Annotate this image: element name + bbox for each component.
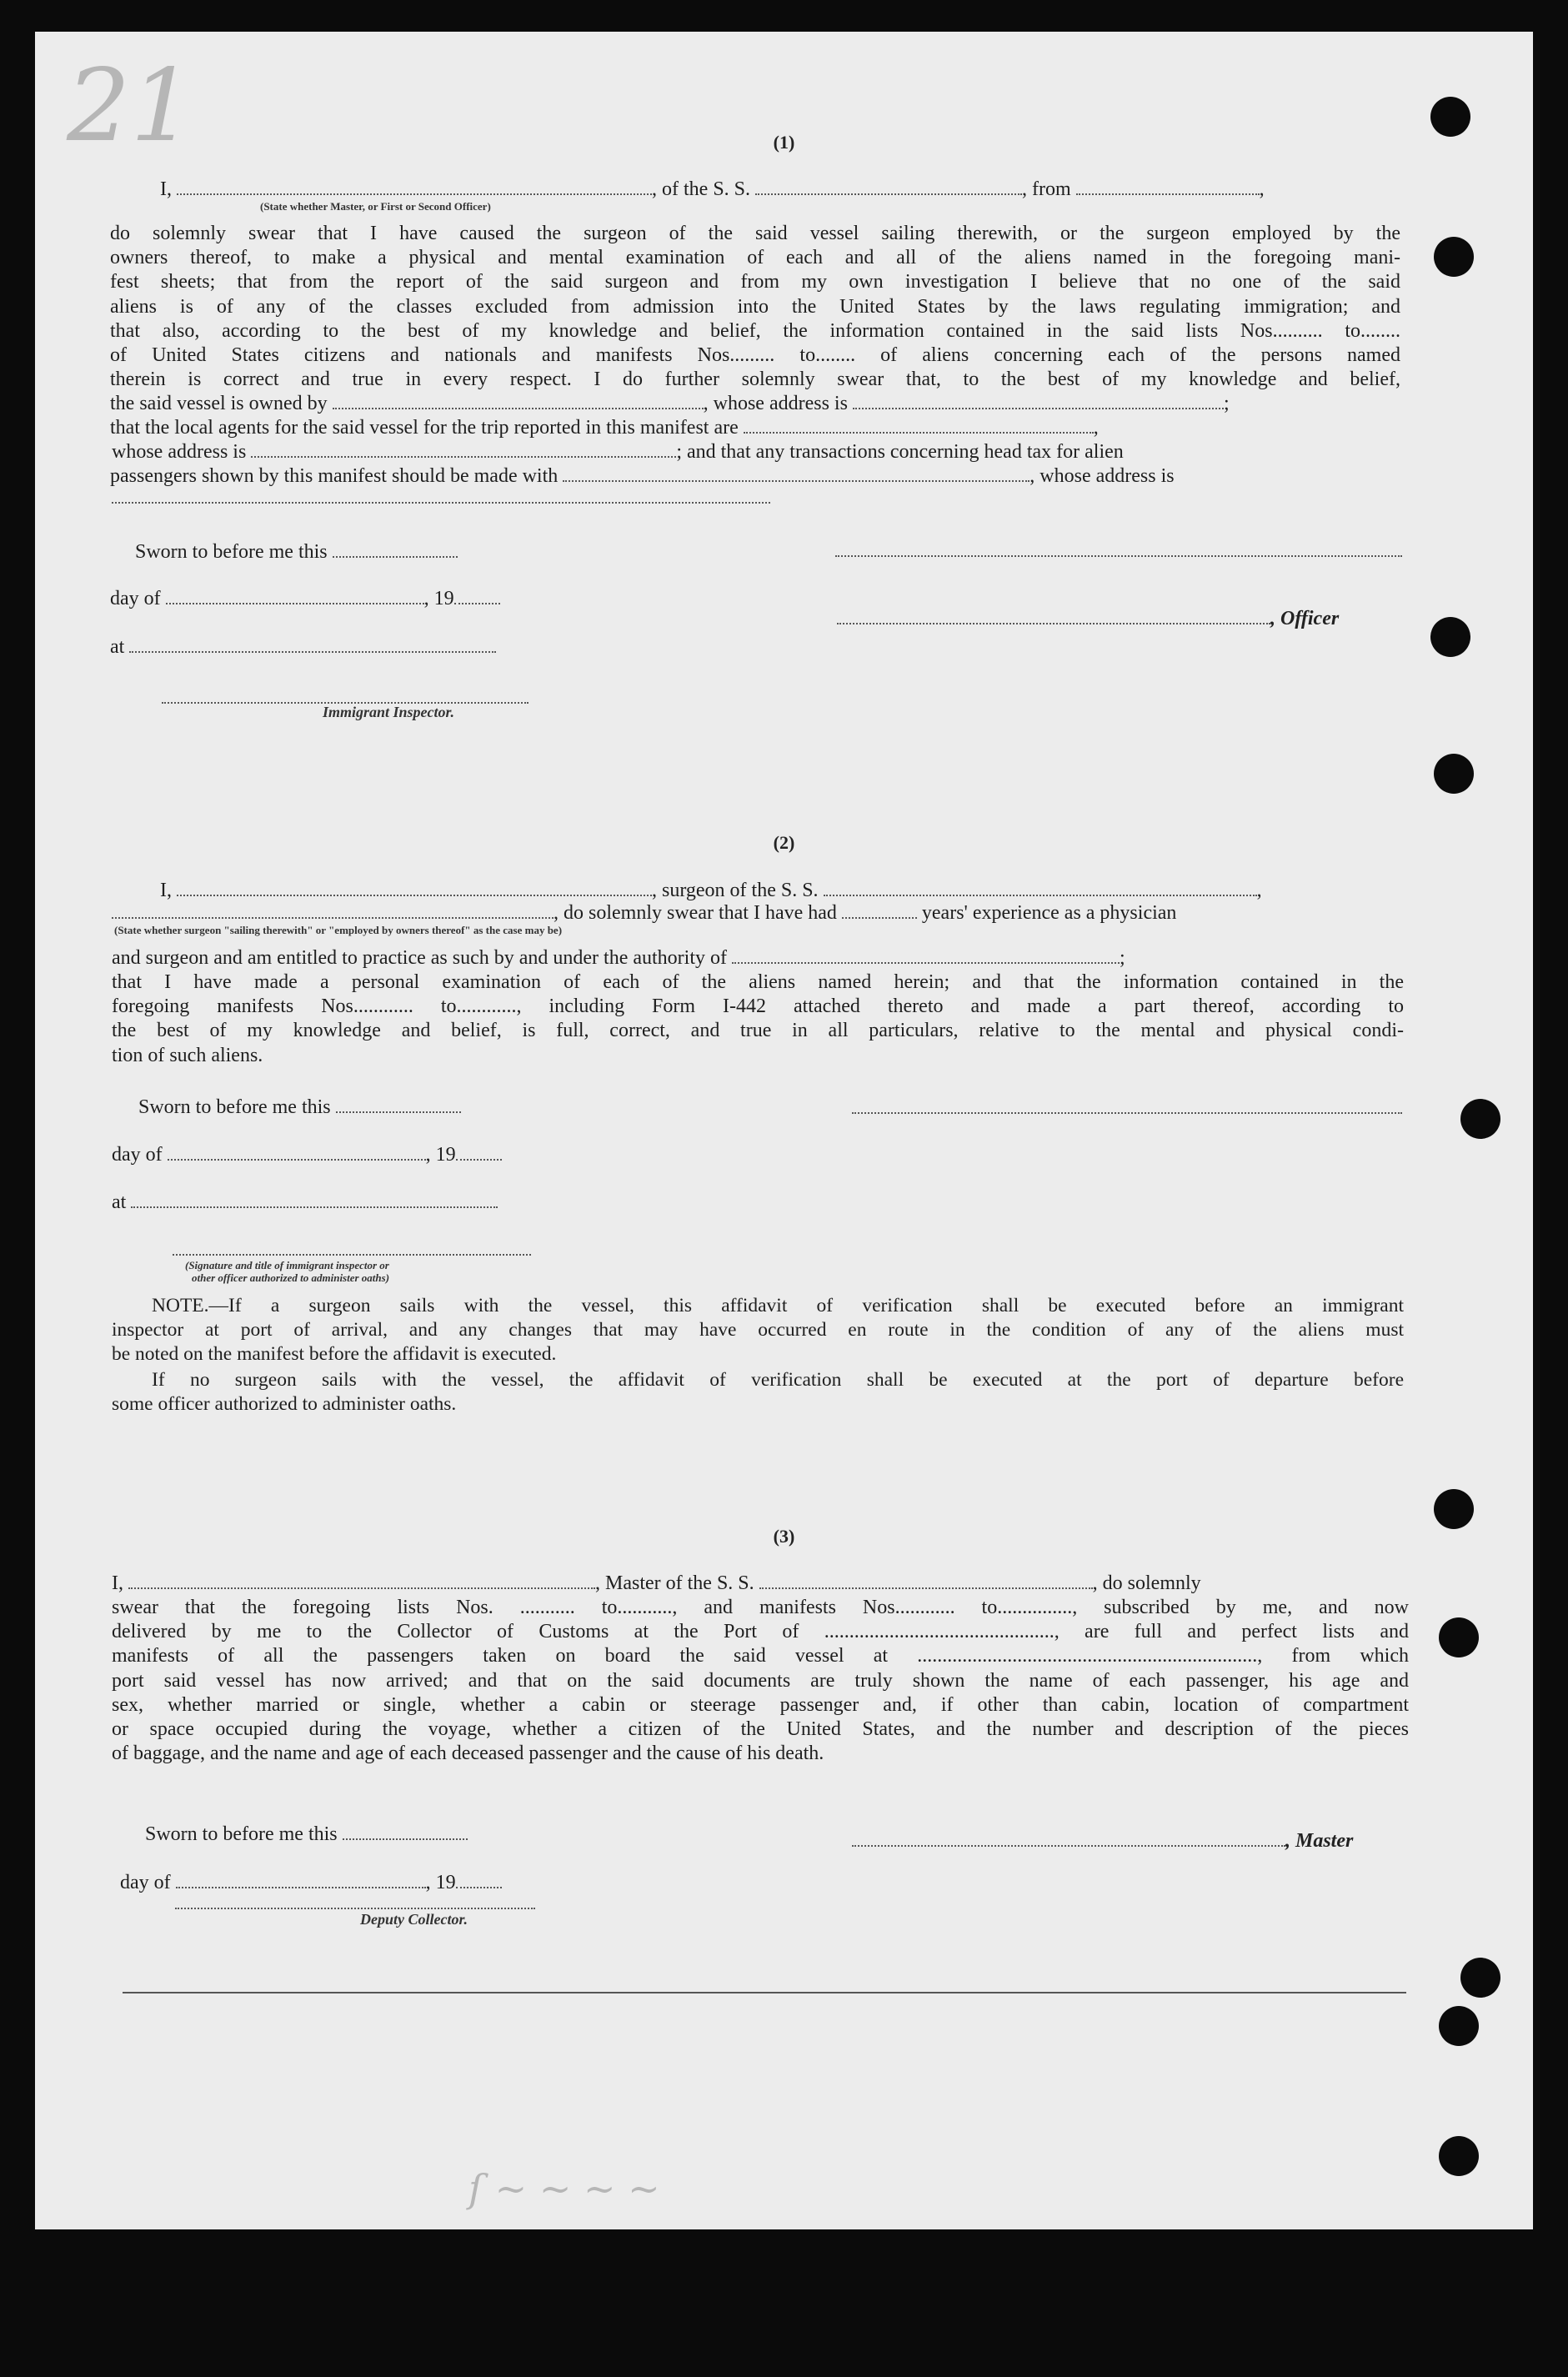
s1-party-address-field[interactable] [112,502,770,504]
s2-sig-caption-1: (Signature and title of immigrant inspector or [185,1259,389,1271]
s1-year: , 19 [423,588,454,609]
s2-day-field[interactable] [168,1144,426,1161]
s3-para-line: port said vessel has now arrived; and that on the said documents are truly shown the name of each passenger, his age and [112,1669,1409,1692]
s2-sworn: Sworn to before me this [138,1096,331,1118]
s1-owned-by-line [110,392,1230,416]
s2-sworn-field[interactable] [336,1096,461,1113]
section-2-number: (2) [773,832,795,853]
s2-para-line: the best of my knowledge and belief, is full, correct, and true in all particulars, relative to the mental and physical condi- [112,1020,1404,1042]
s1-at-field[interactable] [129,636,496,653]
s1-head-tax-text: ; and that any transactions concerning head tax for alien [676,441,1124,463]
s2-note2-line: If no surgeon sails with the vessel, the affidavit of verification shall be executed at the port of departure before [152,1369,1404,1391]
punch-hole [1434,754,1474,794]
s2-day-of: day of [112,1144,163,1166]
s3-para-line: delivered by me to the Collector of Customs at the Port of .............................................., are full and perfect lists and [112,1621,1409,1643]
s1-para-line: fest sheets; that from the report of the said surgeon and from my own investigation I believe that no one of the said [110,271,1400,293]
s1-passengers: passengers shown by this manifest should be made with [110,465,559,487]
section-1-number: (1) [773,132,795,153]
punch-hole [1430,617,1470,657]
s3-vessel-field[interactable] [759,1572,1093,1589]
s3-para-line: or space occupied during the voyage, whether a citizen of the United States, and the number and description of the pieces [112,1718,1409,1741]
s2-day-line [112,1143,502,1167]
s3-name-field[interactable] [128,1572,595,1589]
s1-head-tax-party-field[interactable] [563,465,1029,482]
punch-hole [1460,1099,1500,1139]
s1-para-line: that also, according to the best of my knowledge and belief, the information contained in the said lists Nos.......... to........ [110,319,1400,342]
s3-sworn-field[interactable] [343,1823,468,1840]
s2-years-experience: years' experience as a physician [921,902,1177,924]
s2-para-line: that I have made a personal examination of each of the aliens named herein; and that the information contained in the [112,971,1404,993]
s2-surgeon-signature-field[interactable] [852,1112,1402,1114]
s1-at: at [110,636,125,658]
s3-master-field[interactable] [852,1830,1285,1847]
s2-authority: and surgeon and am entitled to practice as such by and under the authority of [112,947,727,969]
s3-line1 [112,1572,1201,1596]
s1-state-caption: (State whether Master, or First or Second Officer) [260,200,491,213]
s1-owner-address-label: , whose address is [703,393,848,414]
s3-deputy-caption: Deputy Collector. [360,1911,468,1928]
punch-hole [1460,1958,1500,1998]
punch-hole [1434,237,1474,277]
s2-line2 [112,901,1176,925]
s1-paragraph [110,222,1400,392]
s2-vessel-field[interactable] [824,880,1257,896]
s2-sig-caption-2: other officer authorized to administer oaths) [192,1271,390,1284]
s1-local-agents-field[interactable] [744,417,1094,434]
s2-at-field[interactable] [131,1191,498,1208]
s1-name-field[interactable] [177,178,652,195]
punch-hole [1439,1617,1479,1657]
s3-day-field[interactable] [176,1872,426,1888]
s1-para-line: therein is correct and true in every respect. I do further solemnly swear that, to the best of my knowledge and belief, [110,369,1400,391]
s2-line1: I, , surgeon of the S. S. , [160,880,1262,901]
s3-year: , 19 [425,1872,456,1893]
s2-surgeon-of: , surgeon of the S. S. [652,880,819,901]
handwritten-page-number: 21 [67,48,194,164]
bottom-rule [123,1992,1406,1993]
s1-semicolon: ; [1223,393,1230,414]
s2-para-line: foregoing manifests Nos............ to............, including Form I-442 attached thereto and made a part thereof, according to [112,995,1404,1018]
s1-from: , from [1022,178,1071,200]
s2-capacity-field[interactable] [112,902,554,919]
s1-local-agents: that the local agents for the said vessel for the trip reported in this manifest are [110,417,739,439]
s2-authority-line: and surgeon and am entitled to practice as such by and under the authority of ; [112,947,1125,969]
section-3-number: (3) [773,1526,795,1547]
s1-party-address-label: , whose address is [1029,465,1175,487]
s1-owner-field[interactable] [333,393,704,409]
s2-name-field[interactable] [177,880,652,896]
s2-note [112,1294,1404,1367]
s2-note-line: NOTE.—If a surgeon sails with the vessel, this affidavit of verification shall be executed before an immigrant [152,1295,1404,1316]
s2-at-line [112,1191,498,1215]
s2-authority-field[interactable] [732,947,1120,964]
s3-year-field[interactable] [456,1872,502,1888]
s1-officer-field[interactable] [837,608,1270,624]
s2-swear: , do solemnly swear that I have had [554,902,837,924]
s1-para-line: aliens is of any of the classes excluded from admission into the United States by the laws regulating immigration; and [110,295,1400,318]
s3-do-solemnly: , do solemnly [1092,1572,1201,1594]
s3-para-line: of baggage, and the name and age of each deceased passenger and the cause of his death. [112,1743,824,1765]
s2-year-field[interactable] [456,1144,502,1161]
s2-year: , 19 [425,1144,456,1166]
s2-note-line: be noted on the manifest before the affidavit is executed. [112,1343,557,1366]
s3-day-line [120,1871,502,1895]
s1-day-line [110,587,500,611]
manifest-page [35,32,1533,2229]
s1-day-field[interactable] [166,588,424,604]
s2-note2-line: some officer authorized to administer oaths. [112,1393,457,1416]
s1-sworn-field[interactable] [333,541,458,558]
s1-at-line [110,635,496,659]
s3-master-label: , Master [1285,1830,1354,1852]
s1-inspector-caption: Immigrant Inspector. [323,704,455,720]
s1-line1: I, , of the S. S. , from , [160,178,1265,200]
s2-at: at [112,1191,127,1213]
s1-para-line: owners thereof, to make a physical and mental examination of each and all of the aliens named in the foregoing mani- [110,247,1400,269]
s1-para-line: do solemnly swear that I have caused the surgeon of the said vessel sailing therewith, or the surgeon employed by the [110,223,1400,244]
s1-owner-address-field[interactable] [853,393,1224,409]
s3-sworn: Sworn to before me this [145,1823,338,1845]
s2-para-line: tion of such aliens. [112,1044,263,1066]
s2-note-line: inspector at port of arrival, and any changes that may have occurred en route in the condition of any of the aliens must [112,1319,1404,1341]
s1-passengers-line [110,464,1175,489]
s1-officer-signature-field-top[interactable] [835,555,1402,557]
s3-master-line [852,1829,1353,1853]
s1-vessel-field[interactable] [755,178,1022,195]
s3-para-line: swear that the foregoing lists Nos. ........... to..........., and manifests Nos............ to..............., subscribed by me, and now [112,1597,1409,1618]
punch-hole [1430,97,1470,137]
s3-para-line: sex, whether married or single, whether a cabin or steerage passenger and, if other than cabin, location of compartment [112,1693,1409,1716]
s1-of-ss: , of the S. S. [652,178,751,200]
s1-agent-address-field[interactable] [251,441,676,458]
s2-state-caption: (State whether surgeon "sailing therewith" or "employed by owners thereof" as the case may be) [114,924,563,936]
s1-i: I, [160,178,172,200]
s1-sworn-line [135,540,458,564]
s2-paragraph [112,970,1404,1068]
s2-years-field[interactable] [842,902,917,919]
s1-from-field[interactable] [1076,178,1260,195]
s1-officer-label: , Officer [1270,608,1340,629]
s3-paragraph [112,1596,1409,1766]
s2-sworn-line [138,1096,461,1120]
s2-note2 [112,1368,1404,1417]
s3-para-line: manifests of all the passengers taken on board the said vessel at ...................................................................., from which [112,1645,1409,1667]
s3-i: I, [112,1572,123,1594]
s3-master-of: , Master of the S. S. [595,1572,754,1594]
s1-local-agents-line: that the local agents for the said vessel for the trip reported in this manifest are , [110,417,1099,439]
punch-hole [1434,1489,1474,1529]
s3-sworn-line [145,1823,468,1847]
s1-owned-by: the said vessel is owned by [110,393,328,414]
s1-para-line: of United States citizens and nationals and manifests Nos......... to........ of aliens concerning each of the persons named [110,344,1400,367]
s3-day-of: day of [120,1872,171,1893]
s1-year-field[interactable] [454,588,500,604]
s1-officer-line [837,607,1339,631]
s2-inspector-signature-field[interactable] [173,1254,531,1256]
s1-whose-address: whose address is [112,441,247,463]
punch-hole [1439,2136,1479,2176]
s1-sworn: Sworn to before me this [135,541,328,563]
s3-deputy-signature-field[interactable] [175,1908,535,1909]
s2-i: I, [160,880,172,901]
s1-day-of: day of [110,588,161,609]
handwritten-note-bottom: ſ ~ ~ ~ ~ [468,2166,660,2211]
s1-whose-address-line [112,440,1124,464]
punch-hole [1439,2006,1479,2046]
